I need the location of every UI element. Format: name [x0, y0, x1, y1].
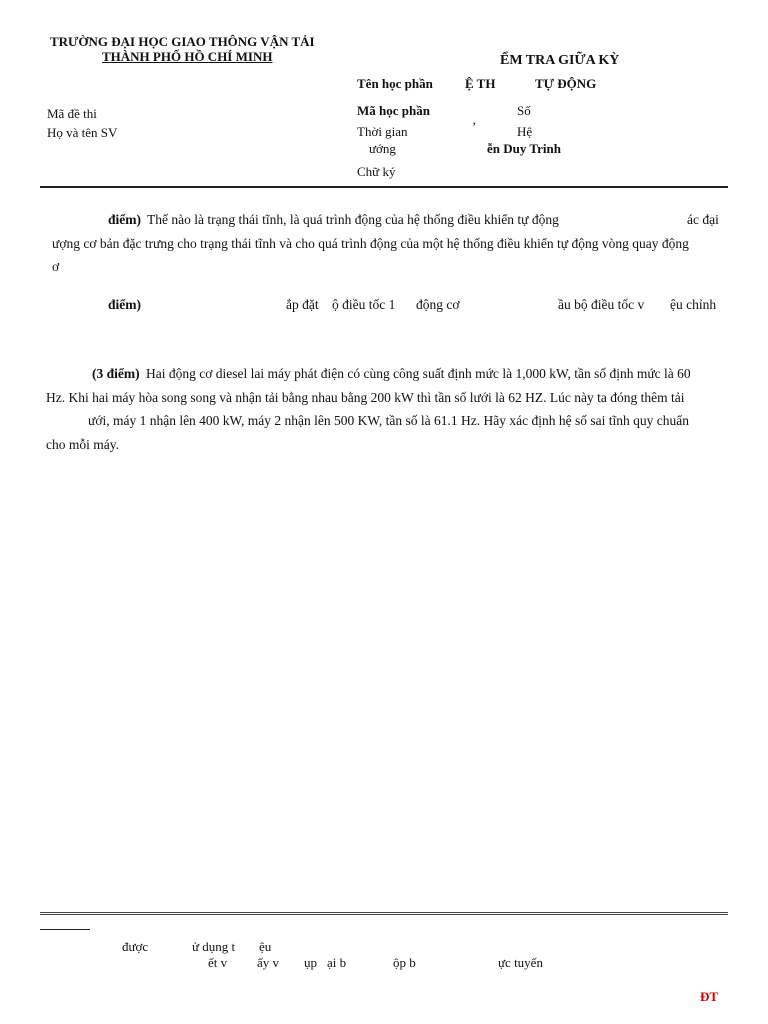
footnote-row2-e: ộp b — [393, 955, 416, 970]
q2-seg1: ắp đặt — [286, 297, 319, 312]
footnote-row2-f: ực tuyến — [498, 955, 543, 970]
school-name-line1: TRƯỜNG ĐẠI HỌC GIAO THÔNG VẬN TẢI — [50, 34, 315, 49]
footnote-row1-a: được — [122, 939, 149, 954]
footnote-row1-c: ệu — [259, 939, 272, 954]
q1-line3: ơ — [52, 259, 60, 274]
q3-line3: ưới, máy 1 nhận lên 400 kW, máy 2 nhận lên 500 KW, tần số là 61.1 Hz. Hãy xác định hệ số sai tĩnh quy chuẩn — [88, 413, 689, 428]
tick-mark: ’ — [472, 119, 477, 134]
footnote-rule — [40, 929, 90, 930]
exam-code-label: Mã đề thi — [47, 106, 97, 121]
school-name-line2: THÀNH PHỐ HỒ CHÍ MINH — [102, 49, 273, 64]
q2-seg5: ệu chỉnh — [670, 297, 717, 312]
course-name-label: Tên học phần — [357, 76, 433, 91]
course-name-part1: Ệ TH — [465, 76, 496, 91]
q2-seg3: động cơ — [416, 297, 460, 312]
footnote-row2-b: ấy v — [257, 955, 280, 970]
header-divider — [40, 186, 728, 188]
q3-line2: Hz. Khi hai máy hòa song song và nhận tải bằng nhau bằng 200 kW thì tần số lưới là 62 HZ. Lúc này ta đóng thêm tải — [46, 389, 685, 405]
course-name-part2: TỰ ĐỘNG — [535, 76, 597, 91]
q1-line2: ượng cơ bản đặc trưng cho trạng thái tĩnh và cho quá trình động của một hệ thống điều khiển tự động vòng quay động — [52, 235, 689, 251]
q3-points: (3 điểm) — [92, 366, 140, 381]
q1-line1: Thế nào là trạng thái tĩnh, là quá trình động của hệ thống điều khiển tự động — [147, 212, 559, 227]
so-label: Số — [517, 103, 531, 118]
q1-points: điểm) — [108, 212, 141, 227]
q3-line1: Hai động cơ diesel lai máy phát điện có cùng công suất định mức là 1,000 kW, tần số định mức là 60 — [146, 366, 691, 381]
student-name-label: Họ và tên SV — [47, 125, 118, 140]
exam-title: ỂM TRA GIỮA KỲ — [500, 53, 620, 68]
he-label: Hệ — [517, 124, 533, 139]
q3-line4: cho mỗi máy. — [46, 436, 119, 452]
footnote-row2-d: ại b — [327, 955, 347, 970]
footnote-row2-c: ụp — [304, 955, 317, 970]
signature-label: Chữ ký — [357, 164, 396, 179]
lecturer-label: ướng — [369, 141, 396, 156]
question-1 — [46, 208, 722, 279]
footer-divider — [40, 912, 728, 915]
corner-mark: ĐT — [700, 989, 719, 1004]
q2-points: điểm) — [108, 297, 141, 312]
q1-line1-end: ác đại — [687, 212, 719, 227]
question-2 — [46, 293, 722, 317]
footnote-row1-b: ử dụng t — [192, 939, 236, 954]
q2-seg2: ộ điều tốc 1 — [332, 297, 396, 312]
lecturer-name: ễn Duy Trinh — [487, 141, 561, 156]
q2-seg4: ầu bộ điều tốc v — [558, 297, 645, 312]
footnote-row2-a: ết v — [208, 955, 228, 970]
course-code-label: Mã học phần — [357, 103, 430, 118]
time-label: Thời gian — [357, 124, 408, 139]
question-3 — [46, 362, 722, 456]
